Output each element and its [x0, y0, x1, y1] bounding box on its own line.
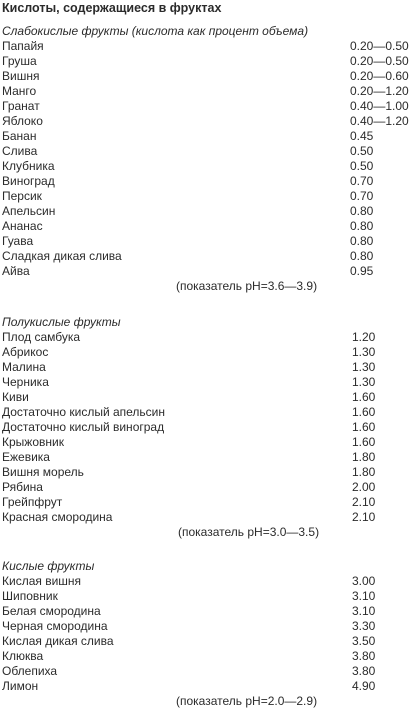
- acid-value: 0.40—1.00: [350, 99, 409, 113]
- fruit-name: Банан: [2, 129, 37, 143]
- acid-value: 0.20—1.20: [350, 84, 409, 98]
- acid-value: 1.30: [352, 360, 376, 374]
- fruit-row: [2, 390, 412, 405]
- fruit-name: Яблоко: [2, 114, 43, 128]
- fruit-row: [2, 219, 412, 234]
- ph-note: [2, 694, 412, 709]
- ph-note-text: (показатель pH=3.6—3.9): [176, 279, 318, 293]
- fruit-name: Крыжовник: [2, 435, 64, 449]
- fruit-row: [2, 480, 412, 495]
- fruit-name: Рябина: [2, 480, 43, 494]
- fruit-name: Достаточно кислый апельсин: [2, 405, 166, 419]
- acid-value: 1.60: [352, 405, 376, 419]
- fruit-row: [2, 264, 412, 279]
- fruit-row: [2, 619, 412, 634]
- fruit-row: [2, 159, 412, 174]
- acid-value: 3.80: [352, 664, 376, 678]
- acid-value: 0.40—1.20: [350, 114, 409, 128]
- section-heading: Полукислые фрукты: [2, 315, 121, 329]
- acid-value: 3.10: [352, 589, 376, 603]
- acid-value: 0.70: [350, 189, 374, 203]
- fruit-row: [2, 679, 412, 694]
- fruit-name: Шиповник: [2, 589, 58, 603]
- fruit-name: Лимон: [2, 679, 39, 693]
- ph-note-text: (показатель pH=3.0—3.5): [178, 525, 320, 539]
- fruit-row: [2, 360, 412, 375]
- fruit-name: Киви: [2, 390, 29, 404]
- section-semi-acid: [2, 315, 412, 540]
- fruit-row: [2, 345, 412, 360]
- fruit-row: [2, 174, 412, 189]
- fruit-row: [2, 589, 412, 604]
- fruit-list: [2, 330, 412, 525]
- acid-value: 3.80: [352, 649, 376, 663]
- acid-value: 2.10: [352, 495, 376, 509]
- acid-value: 1.60: [352, 420, 376, 434]
- fruit-row: [2, 144, 412, 159]
- page-title: Кислоты, содержащиеся в фруктах: [2, 1, 222, 15]
- fruit-name: Сладкая дикая слива: [2, 249, 122, 263]
- fruit-row: [2, 249, 412, 264]
- fruit-row: [2, 189, 412, 204]
- fruit-name: Белая смородина: [2, 604, 101, 618]
- fruit-row: [2, 330, 412, 345]
- fruit-row: [2, 649, 412, 664]
- fruit-name: Гуава: [2, 234, 34, 248]
- fruit-name: Айва: [2, 264, 30, 278]
- fruit-name: Вишня морель: [2, 465, 84, 479]
- acid-value: 1.30: [352, 375, 376, 389]
- fruit-list: [2, 39, 412, 279]
- fruit-row: [2, 99, 412, 114]
- fruit-row: [2, 510, 412, 525]
- acid-value: 0.80: [350, 234, 374, 248]
- acid-value: 0.80: [350, 204, 374, 218]
- fruit-row: [2, 435, 412, 450]
- fruit-name: Черника: [2, 375, 49, 389]
- fruit-row: [2, 234, 412, 249]
- fruit-name: Кислая вишня: [2, 574, 82, 588]
- fruit-row: [2, 54, 412, 69]
- fruit-row: [2, 420, 412, 435]
- fruit-name: Гранат: [2, 99, 40, 113]
- acid-value: 4.90: [352, 679, 376, 693]
- fruit-name: Апельсин: [2, 204, 56, 218]
- fruit-row: [2, 129, 412, 144]
- acid-value: 0.50: [350, 144, 374, 158]
- fruit-row: [2, 574, 412, 589]
- acid-value: 1.60: [352, 435, 376, 449]
- acid-value: 1.60: [352, 390, 376, 404]
- fruit-row: [2, 204, 412, 219]
- fruit-row: [2, 84, 412, 99]
- fruit-name: Грейпфрут: [2, 495, 63, 509]
- acid-value: 0.45: [350, 129, 374, 143]
- fruit-name: Черная смородина: [2, 619, 108, 633]
- fruit-name: Груша: [2, 54, 37, 68]
- acid-value: 3.50: [352, 634, 376, 648]
- fruit-name: Клюква: [2, 649, 44, 663]
- fruit-row: [2, 375, 412, 390]
- acid-value: 2.10: [352, 510, 376, 524]
- acid-value: 3.00: [352, 574, 376, 588]
- fruit-name: Облепиха: [2, 664, 58, 678]
- acid-value: 0.20—0.50: [350, 54, 409, 68]
- acid-value: 0.20—0.50: [350, 39, 409, 53]
- acid-value: 2.00: [352, 480, 376, 494]
- fruit-name: Персик: [2, 189, 42, 203]
- acid-value: 0.20—0.60: [350, 69, 409, 83]
- fruit-name: Абрикос: [2, 345, 49, 359]
- fruit-row: [2, 604, 412, 619]
- acid-value: 3.10: [352, 604, 376, 618]
- section-weak-acid: [2, 24, 412, 294]
- acid-value: 3.30: [352, 619, 376, 633]
- fruit-name: Слива: [2, 144, 38, 158]
- fruit-name: Достаточно кислый виноград: [2, 420, 165, 434]
- fruit-name: Клубника: [2, 159, 55, 173]
- fruit-name: Плод самбука: [2, 330, 81, 344]
- acid-value: 0.70: [350, 174, 374, 188]
- fruit-row: [2, 405, 412, 420]
- fruit-list: [2, 574, 412, 694]
- fruit-row: [2, 664, 412, 679]
- fruit-row: [2, 465, 412, 480]
- acid-value: 0.95: [350, 264, 374, 278]
- fruit-name: Виноград: [2, 174, 55, 188]
- acid-value: 0.80: [350, 219, 374, 233]
- fruit-name: Вишня: [2, 69, 40, 83]
- ph-note: [2, 525, 412, 540]
- ph-note: [2, 279, 412, 294]
- fruit-row: [2, 114, 412, 129]
- fruit-row: [2, 634, 412, 649]
- fruit-name: Малина: [2, 360, 46, 374]
- acid-value: 1.80: [352, 465, 376, 479]
- acid-value: 1.30: [352, 345, 376, 359]
- fruit-row: [2, 495, 412, 510]
- section-heading: Кислые фрукты: [2, 559, 95, 573]
- section-heading: Слабокислые фрукты (кислота как процент объема): [2, 24, 309, 38]
- fruit-name: Кислая дикая слива: [2, 634, 114, 648]
- fruit-name: Ежевика: [2, 450, 50, 464]
- acid-value: 1.80: [352, 450, 376, 464]
- fruit-row: [2, 69, 412, 84]
- fruit-row: [2, 39, 412, 54]
- fruit-name: Манго: [2, 84, 37, 98]
- acid-value: 0.80: [350, 249, 374, 263]
- fruit-name: Ананас: [2, 219, 43, 233]
- ph-note-text: (показатель pH=2.0—2.9): [176, 694, 318, 708]
- fruit-row: [2, 450, 412, 465]
- section-acid: [2, 559, 412, 709]
- acid-value: 0.50: [350, 159, 374, 173]
- fruit-name: Папайя: [2, 39, 44, 53]
- fruit-name: Красная смородина: [2, 510, 113, 524]
- acid-value: 1.20: [352, 330, 376, 344]
